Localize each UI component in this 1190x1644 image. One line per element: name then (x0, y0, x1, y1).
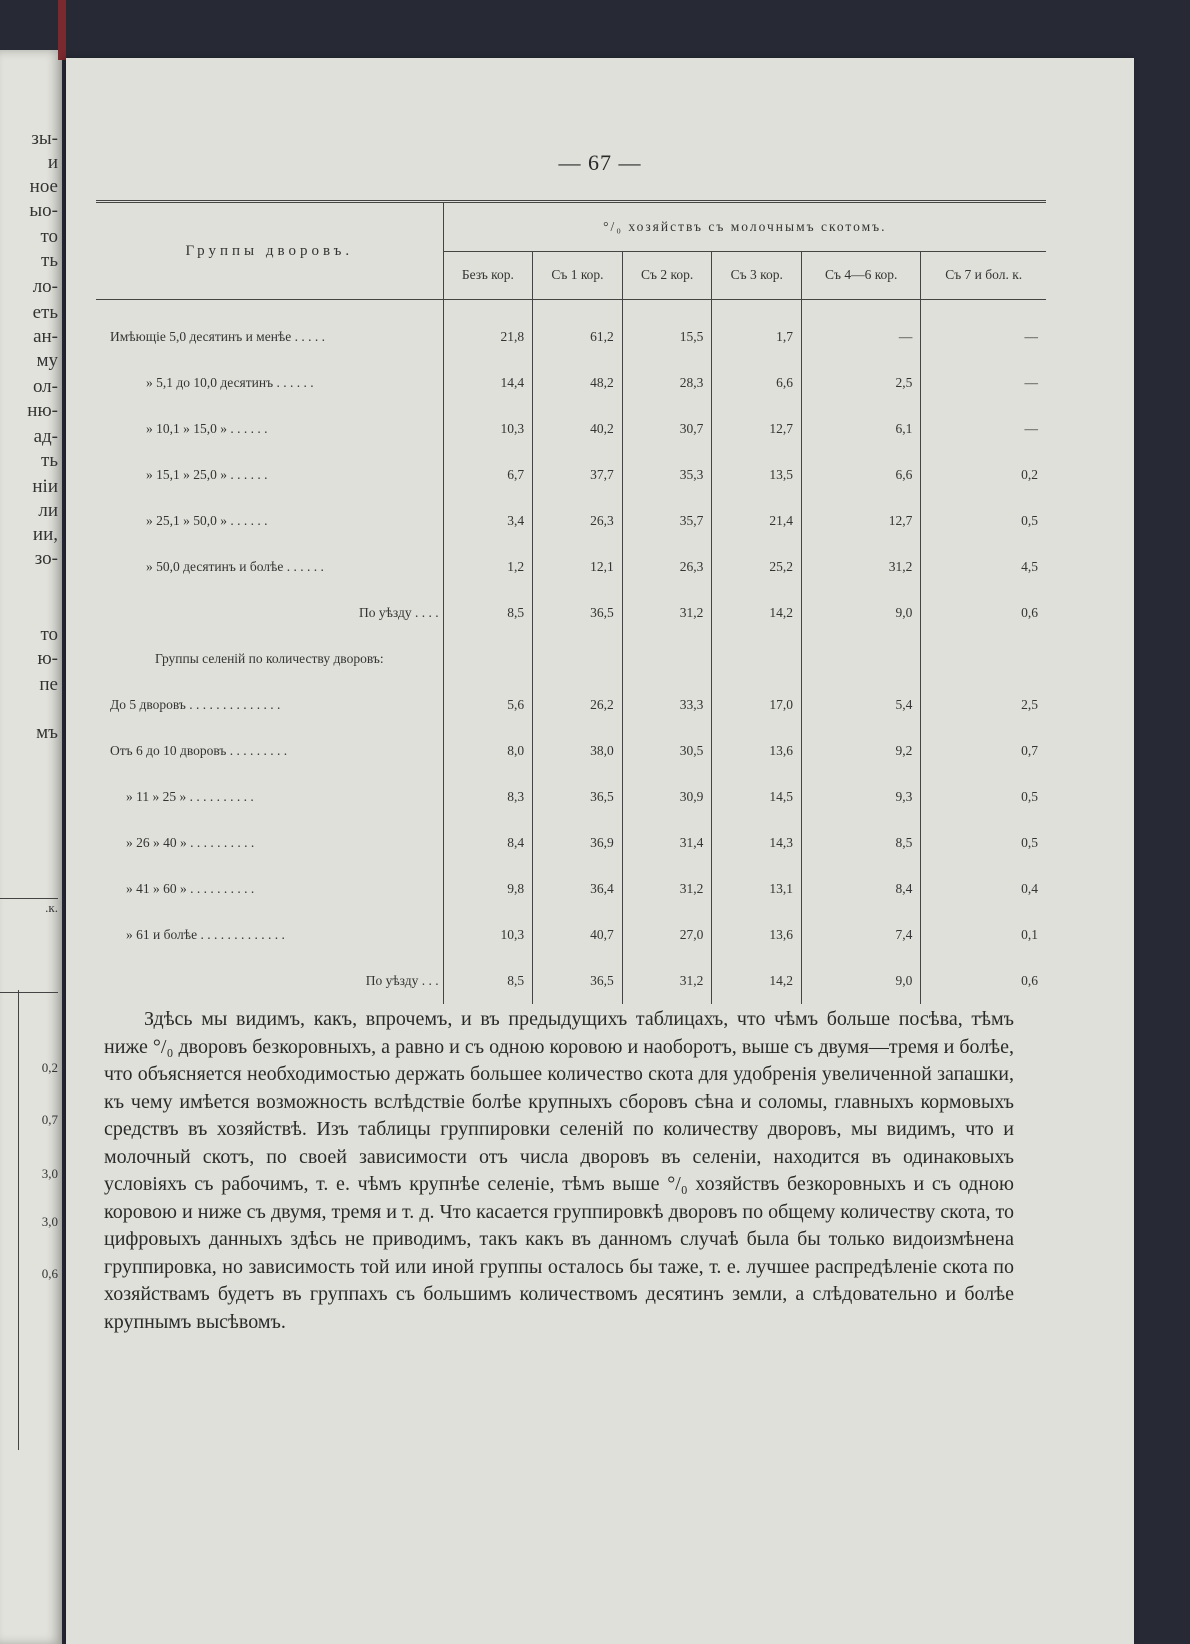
cell-value: — (921, 360, 1046, 406)
cell-value: 26,2 (533, 682, 623, 728)
left-page-text-fragment: ть (41, 250, 58, 271)
cell-value: 21,8 (443, 314, 532, 360)
cell-value: 13,6 (712, 912, 802, 958)
book-spine-edge (58, 0, 66, 60)
left-page-text-fragment: ню- (27, 400, 58, 421)
table-row (96, 820, 1046, 866)
row-label: » 25,1 » 50,0 » . . . . . . (146, 513, 268, 528)
row-label: Имѣющіе 5,0 десятинъ и менѣе . . . . . (110, 329, 326, 344)
cell-value: 31,2 (622, 958, 712, 1004)
left-table-fragment: 0,6 (41, 1266, 58, 1281)
column-header: Безъ кор. (443, 251, 532, 299)
column-header: Съ 1 кор. (533, 251, 623, 299)
cell-value: 36,5 (533, 774, 623, 820)
left-table-fragment: 0,2 (41, 1060, 58, 1075)
left-page-text-fragment: ии, (32, 524, 58, 545)
left-page-text-fragment: то (40, 226, 58, 247)
left-page-text-fragment: ть (41, 450, 58, 471)
total-row (96, 590, 1046, 636)
cell-value: 8,3 (443, 774, 532, 820)
left-page-text-fragment: ад- (33, 426, 58, 447)
cell-value: 9,2 (802, 728, 921, 774)
left-page-text-fragment: ное (29, 176, 58, 197)
row-label: » 10,1 » 15,0 » . . . . . . (146, 421, 268, 436)
cell-value: 35,3 (622, 452, 712, 498)
settlement-subheader: Группы селеній по количеству дворовъ: (155, 651, 384, 666)
cell-value: 6,6 (802, 452, 921, 498)
cell-value: 12,1 (533, 544, 623, 590)
left-page-text-fragment: ли (38, 500, 58, 521)
left-page-text-fragment: ло- (32, 276, 58, 297)
left-page-text-fragment: зо- (34, 548, 58, 569)
row-label: » 5,1 до 10,0 десятинъ . . . . . . (146, 375, 314, 390)
cell-value: 30,7 (622, 406, 712, 452)
table-row (96, 360, 1046, 406)
cell-value: 12,7 (802, 498, 921, 544)
groups-header: Группы дворовъ. (96, 202, 443, 300)
left-table-fragment: 0,7 (41, 1112, 58, 1127)
cell-value: 0,6 (921, 590, 1046, 636)
table-row (96, 498, 1046, 544)
column-header: Съ 2 кор. (622, 251, 712, 299)
table-row (96, 314, 1046, 360)
cell-value: 1,2 (443, 544, 532, 590)
cell-value: 0,5 (921, 774, 1046, 820)
cell-value: 0,2 (921, 452, 1046, 498)
cell-value: 14,4 (443, 360, 532, 406)
cell-value: 8,4 (443, 820, 532, 866)
cell-value: 0,5 (921, 820, 1046, 866)
row-label: По уѣзду . . . . (358, 605, 439, 620)
cell-value: 25,2 (712, 544, 802, 590)
cell-value: 12,7 (712, 406, 802, 452)
row-label: » 26 » 40 » . . . . . . . . . . (126, 835, 255, 850)
left-page-text-fragment: ан- (33, 326, 58, 347)
table-row (96, 866, 1046, 912)
table-row (96, 406, 1046, 452)
cell-value: 0,1 (921, 912, 1046, 958)
left-page-text-fragment: му (36, 350, 58, 371)
cell-value: 2,5 (921, 682, 1046, 728)
cell-value: 31,2 (622, 866, 712, 912)
left-table-line (18, 990, 19, 1450)
cell-value: 28,3 (622, 360, 712, 406)
cell-value: 9,0 (802, 590, 921, 636)
left-table-fragment: 3,0 (41, 1166, 58, 1181)
cell-value: 5,4 (802, 682, 921, 728)
left-table-fragment: 3,0 (41, 1214, 58, 1229)
cell-value: 0,5 (921, 498, 1046, 544)
left-page-text-fragment: пе (39, 674, 58, 695)
cell-value: 1,7 (712, 314, 802, 360)
page-number: — 67 — (558, 150, 642, 175)
cell-value: 26,3 (533, 498, 623, 544)
cell-value: 35,7 (622, 498, 712, 544)
paragraph-text: Здѣсь мы видимъ, какъ, впрочемъ, и въ предыдущихъ таблицахъ, что чѣмъ больше посѣва, тѣмъ ниже °/₀ дворовъ безкоровныхъ, а равно и съ одною коровою и наоборотъ, выше съ двумя—тремя и болѣе, что объясняется необходимостью держать большее количество скота для удобренія увеличенной запашки, къ чему имѣется возможность вслѣдствіе болѣе крупныхъ сборовъ сѣна и соломы, главныхъ кормовыхъ средствъ въ хозяйствѣ. Изъ таблицы группировки селеній по количеству дворовъ, мы видимъ, что и молочный скотъ, по своей зависимости отъ числа дворовъ въ селеніи, находится въ одинаковыхъ условіяхъ съ рабочимъ, т. е. чѣмъ крупнѣе селеніе, тѣмъ выше °/₀ хозяйствъ безкоровныхъ и съ одною коровою и ниже съ двумя, тремя и т. д. Что касается группировкѣ дворовъ по общему количеству скота, то цифровыхъ данныхъ здѣсь не приводимъ, такъ какъ въ данномъ случаѣ была бы только видоизмѣнена группировка, но зависимость той или иной группы осталось бы таже, т. е. лучшее распредѣленіе скота по хозяйствамъ будетъ въ группахъ съ большимъ количествомъ десятинъ земли, а слѣдовательно и болѣе крупнымъ высѣвомъ. (104, 1008, 1014, 1333)
cell-value: 36,5 (533, 958, 623, 1004)
cell-value: 8,5 (443, 590, 532, 636)
cell-value: 8,0 (443, 728, 532, 774)
cell-value: 6,7 (443, 452, 532, 498)
left-page-fragment (0, 50, 62, 1644)
cell-value: 31,2 (802, 544, 921, 590)
cell-value: 9,3 (802, 774, 921, 820)
cell-value: 40,7 (533, 912, 623, 958)
left-page-text-fragment: еть (32, 302, 58, 323)
column-header: Съ 7 и бол. к. (921, 251, 1046, 299)
cell-value: 48,2 (533, 360, 623, 406)
left-page-text-fragment: ыо- (29, 200, 58, 221)
table-row (96, 682, 1046, 728)
left-table-fragment: .к. (45, 900, 58, 915)
row-label: » 41 » 60 » . . . . . . . . . . (126, 881, 255, 896)
table-row (96, 452, 1046, 498)
cell-value: 37,7 (533, 452, 623, 498)
cell-value: 21,4 (712, 498, 802, 544)
cell-value: 31,2 (622, 590, 712, 636)
cell-value: — (921, 314, 1046, 360)
column-header: Съ 4—6 кор. (802, 251, 921, 299)
left-page-text-fragment: ніи (32, 476, 58, 497)
left-page-text-fragment: ю- (37, 648, 58, 669)
cell-value: 36,9 (533, 820, 623, 866)
left-page-text-fragment: то (40, 624, 58, 645)
cell-value: 8,5 (802, 820, 921, 866)
cell-value: 15,5 (622, 314, 712, 360)
cell-value: 8,4 (802, 866, 921, 912)
table-row (96, 728, 1046, 774)
cell-value: 13,6 (712, 728, 802, 774)
row-label: » 50,0 десятинъ и болѣе . . . . . . (146, 559, 324, 574)
cell-value: 17,0 (712, 682, 802, 728)
left-page-text-fragment: и (47, 152, 58, 173)
cell-value: 26,3 (622, 544, 712, 590)
table-row (96, 774, 1046, 820)
cell-value: 13,5 (712, 452, 802, 498)
row-label: По уѣзду . . . (365, 973, 439, 988)
cell-value: 30,5 (622, 728, 712, 774)
cell-value: 9,0 (802, 958, 921, 1004)
table-row (96, 912, 1046, 958)
percent-header: °/₀ хозяйствъ съ молочнымъ скотомъ. (443, 202, 1046, 252)
cell-value: 14,3 (712, 820, 802, 866)
row-label: » 15,1 » 25,0 » . . . . . . (146, 467, 268, 482)
cell-value: 4,5 (921, 544, 1046, 590)
cell-value: 6,6 (712, 360, 802, 406)
cell-value: 30,9 (622, 774, 712, 820)
cell-value: 0,7 (921, 728, 1046, 774)
cell-value: 38,0 (533, 728, 623, 774)
cell-value: 33,3 (622, 682, 712, 728)
cell-value: 14,2 (712, 590, 802, 636)
cell-value: 2,5 (802, 360, 921, 406)
cell-value: 61,2 (533, 314, 623, 360)
cell-value: 7,4 (802, 912, 921, 958)
settlement-subheader-row (96, 636, 1046, 682)
cell-value: 9,8 (443, 866, 532, 912)
cell-value: 36,5 (533, 590, 623, 636)
body-paragraph (104, 1006, 1014, 1336)
left-table-rule (0, 898, 58, 899)
cell-value: 13,1 (712, 866, 802, 912)
cell-value: 0,6 (921, 958, 1046, 1004)
cell-value: 36,4 (533, 866, 623, 912)
cell-value: — (921, 406, 1046, 452)
cell-value: 10,3 (443, 912, 532, 958)
cell-value: 10,3 (443, 406, 532, 452)
cell-value: 3,4 (443, 498, 532, 544)
livestock-table (96, 200, 1046, 1004)
cell-value: 0,4 (921, 866, 1046, 912)
cell-value: 5,6 (443, 682, 532, 728)
row-label: » 11 » 25 » . . . . . . . . . . (126, 789, 254, 804)
left-page-text-fragment: мъ (36, 722, 58, 743)
left-page-text-fragment: ол- (32, 376, 58, 397)
row-label: » 61 и болѣе . . . . . . . . . . . . . (126, 927, 285, 942)
cell-value: 6,1 (802, 406, 921, 452)
book-page (66, 58, 1134, 1644)
left-page-text-fragment: зы- (31, 128, 58, 149)
cell-value: 14,5 (712, 774, 802, 820)
cell-value: 8,5 (443, 958, 532, 1004)
left-table-rule (0, 992, 58, 993)
cell-value: 31,4 (622, 820, 712, 866)
total-row (96, 958, 1046, 1004)
row-label: Отъ 6 до 10 дворовъ . . . . . . . . . (110, 743, 288, 758)
column-header: Съ 3 кор. (712, 251, 802, 299)
cell-value: — (802, 314, 921, 360)
row-label: До 5 дворовъ . . . . . . . . . . . . . . (110, 697, 281, 712)
cell-value: 14,2 (712, 958, 802, 1004)
cell-value: 40,2 (533, 406, 623, 452)
table-row (96, 544, 1046, 590)
cell-value: 27,0 (622, 912, 712, 958)
